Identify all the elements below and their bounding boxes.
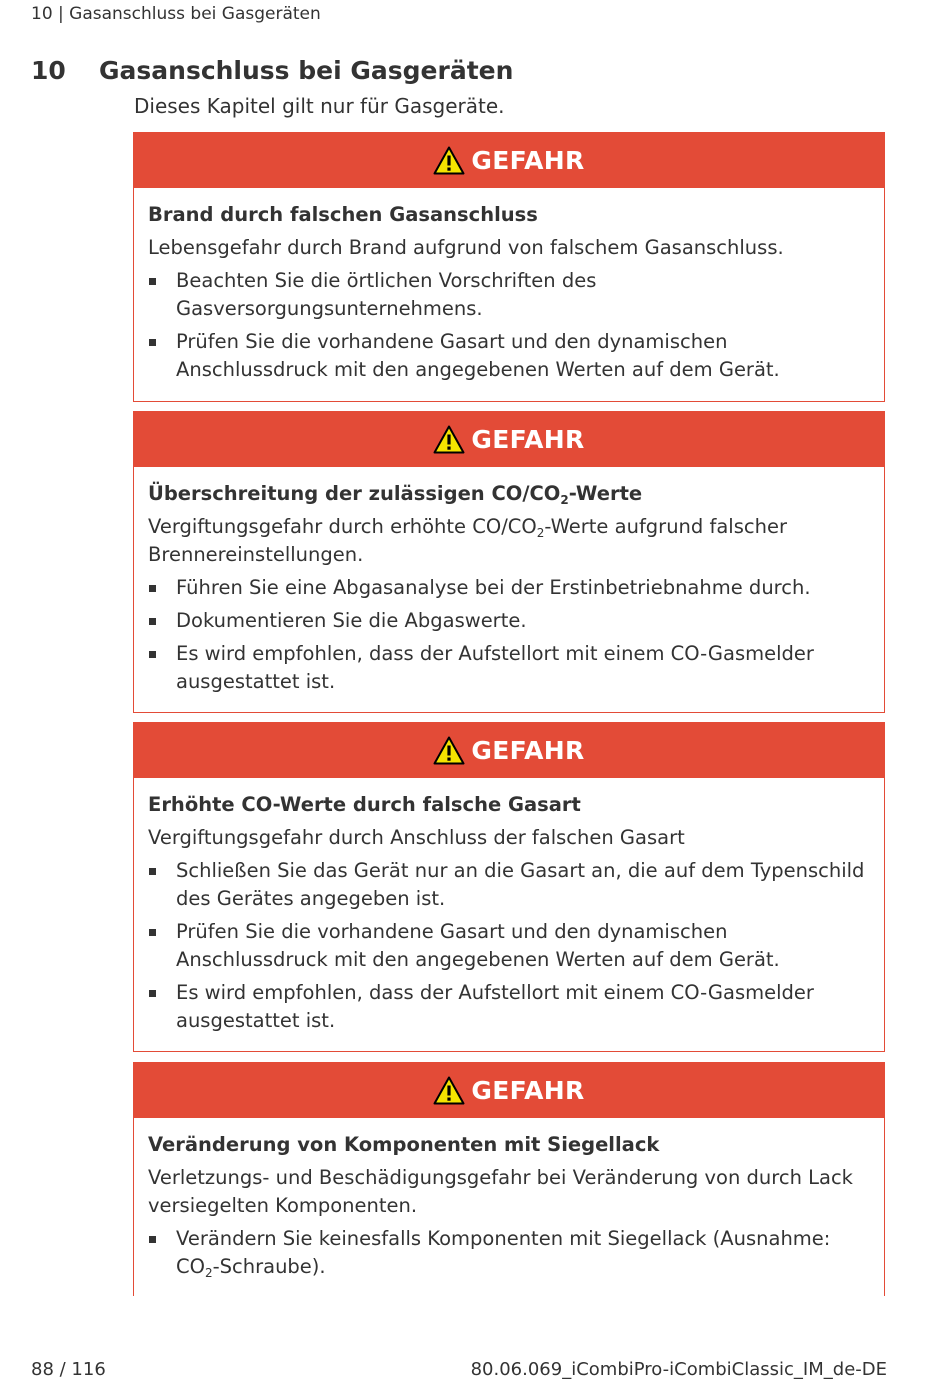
chapter-number: 10 [31,56,66,85]
danger-box-gas-connection [133,132,885,402]
warning-triangle-icon [433,736,465,765]
instruction-item: Dokumentieren Sie die Abgaswerte. [148,607,870,635]
document-id: 80.06.069_iCombiPro-iCombiClassic_IM_de-DE [470,1359,887,1380]
instruction-item: Prüfen Sie die vorhandene Gasart und den dynamischen Anschlussdruck mit den angegebenen Werten auf dem Gerät. [148,328,870,384]
instruction-item: Es wird empfohlen, dass der Aufstellort mit einem CO-Gasmelder ausgestattet ist. [148,640,870,696]
instruction-list [148,267,870,384]
danger-title: Überschreitung der zulässigen $CO/CO_2$-Werte [148,482,643,507]
running-header: 10 | Gasanschluss bei Gasgeräten [31,4,321,24]
chapter-title: Gasanschluss bei Gasgeräten [99,56,514,85]
danger-description: Verletzungs- und Beschädigungsgefahr bei Veränderung von durch Lack versiegelten Komponenten. [148,1166,853,1217]
danger-header [134,412,884,467]
instruction-item: Beachten Sie die örtlichen Vorschriften des Gasversorgungsunternehmens. [148,267,870,323]
danger-header [134,723,884,778]
instruction-list [148,574,870,696]
danger-label: GEFAHR [471,425,585,454]
danger-header [134,1063,884,1118]
instruction-item: Führen Sie eine Abgasanalyse bei der Erstinbetriebnahme durch. [148,574,870,602]
chapter-heading [31,56,513,85]
page-number: 88 / 116 [31,1359,106,1380]
instruction-item: Verändern Sie keinesfalls Komponenten mit Siegellack (Ausnahme: $CO_2-Schraube$). [148,1225,870,1281]
instruction-item: Schließen Sie das Gerät nur an die Gasart an, die auf dem Typenschild des Gerätes angegeben ist. [148,857,870,913]
instruction-list [148,857,870,1035]
danger-label: GEFAHR [471,736,585,765]
instruction-list [148,1225,870,1281]
danger-title: Veränderung von Komponenten mit Siegellack [148,1133,660,1156]
warning-triangle-icon [433,146,465,175]
danger-description: Vergiftungsgefahr durch Anschluss der falschen Gasart [148,826,685,849]
warning-triangle-icon [433,425,465,454]
danger-title: Erhöhte CO-Werte durch falsche Gasart [148,793,581,816]
instruction-item: Es wird empfohlen, dass der Aufstellort mit einem CO-Gasmelder ausgestattet ist. [148,979,870,1035]
danger-description: Lebensgefahr durch Brand aufgrund von falschem Gasanschluss. [148,236,784,259]
danger-header [134,133,884,188]
danger-description: Vergiftungsgefahr durch erhöhte $CO/CO_2$-Werte aufgrund falscher Brennereinstellungen. [148,515,787,566]
danger-label: GEFAHR [471,1076,585,1105]
danger-box-sealing-lacquer [133,1062,885,1296]
danger-title: Brand durch falschen Gasanschluss [148,203,538,226]
chapter-intro: Dieses Kapitel gilt nur für Gasgeräte. [134,94,505,118]
danger-box-wrong-gas-type [133,722,885,1052]
danger-label: GEFAHR [471,146,585,175]
danger-box-co-values [133,411,885,713]
instruction-item: Prüfen Sie die vorhandene Gasart und den dynamischen Anschlussdruck mit den angegebenen Werten auf dem Gerät. [148,918,870,974]
warning-triangle-icon [433,1076,465,1105]
